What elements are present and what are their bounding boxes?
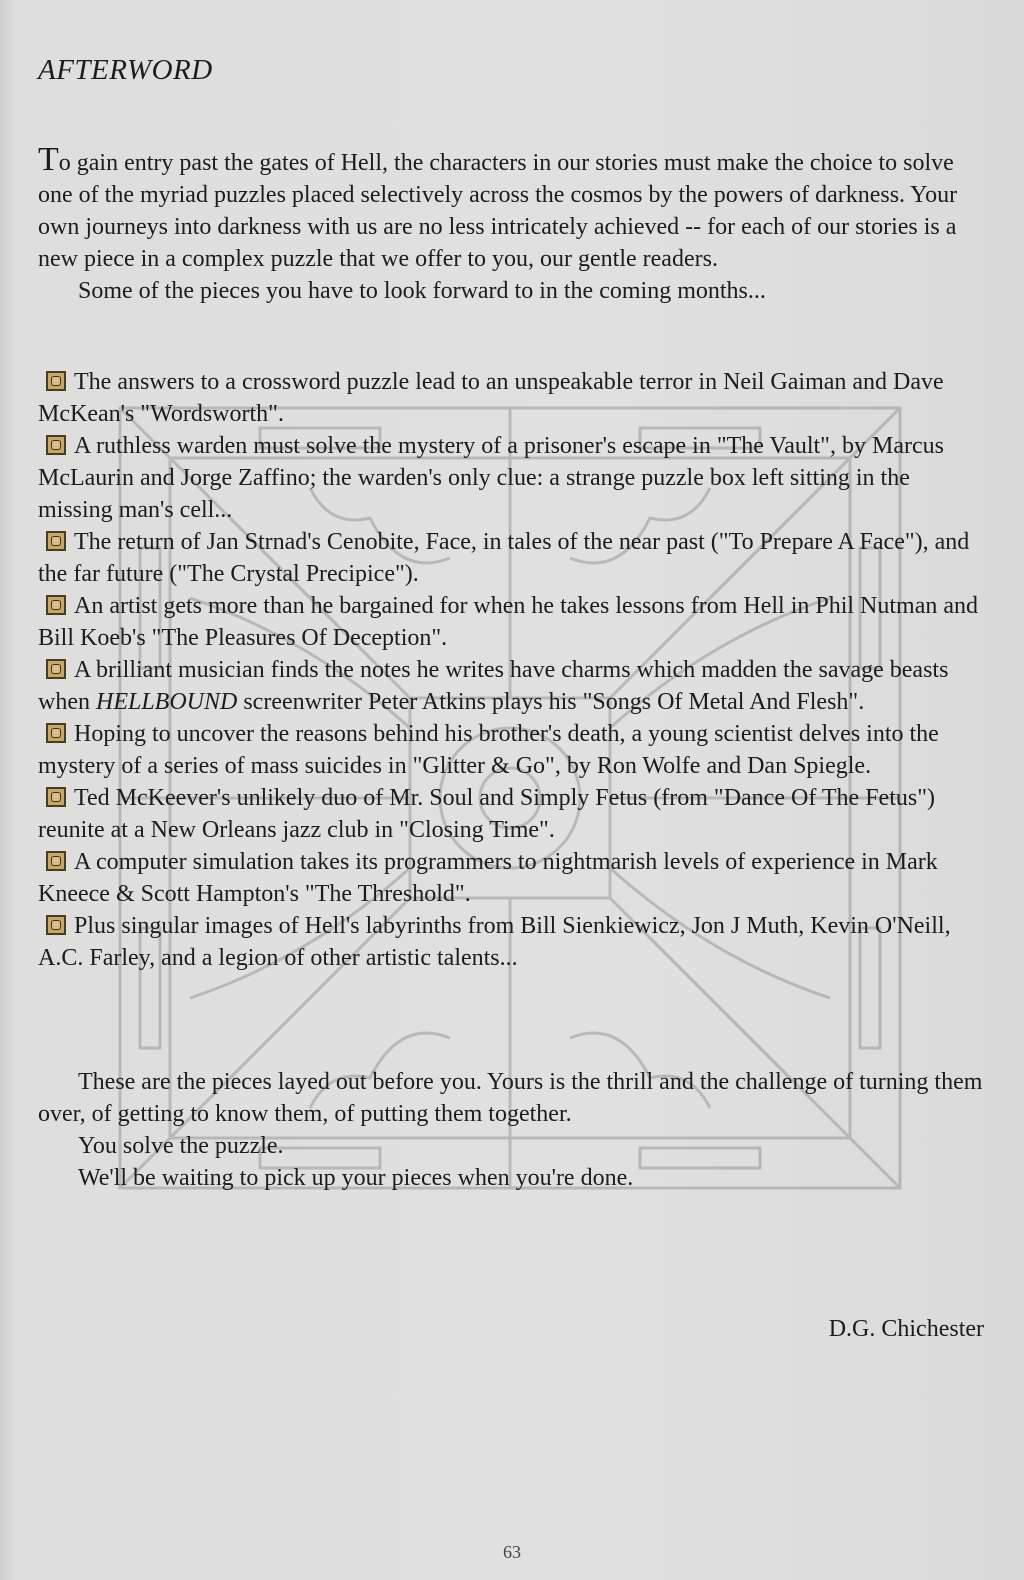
list-item-text: A ruthless warden must solve the mystery of a prisoner's escape in "The Vault", by Marcus McLaurin and Jorge Zaffino; the warden's only clue: a strange puzzle box left sitting in the missing man's cell... bbox=[38, 433, 944, 523]
puzzle-box-bullet-icon bbox=[46, 595, 66, 615]
intro-paragraph-1-text: o gain entry past the gates of Hell, the characters in our stories must make the choice to solve one of the myriad puzzles placed selectively across the cosmos by the powers of darkness. Your own journeys into darkness with us are no less intricately achieved -- for each of our stories is a new piece in a complex puzzle that we offer to you, our gentle readers. bbox=[38, 150, 958, 272]
list-item-text: The answers to a crossword puzzle lead to an unspeakable terror in Neil Gaiman and Dave McKean's "Wordsworth". bbox=[38, 369, 944, 427]
list-item bbox=[38, 846, 988, 910]
list-item-text-end: screenwriter Peter Atkins plays his "Songs Of Metal And Flesh". bbox=[237, 689, 865, 715]
puzzle-box-bullet-icon bbox=[46, 915, 66, 935]
list-item bbox=[38, 910, 988, 974]
author-signature: D.G. Chichester bbox=[828, 1316, 984, 1342]
list-item bbox=[38, 526, 988, 590]
closing-paragraph-1: These are the pieces layed out before you. Yours is the thrill and the challenge of turning them over, of getting to know them, of putting them together. bbox=[38, 1069, 983, 1127]
closing-paragraph-2: You solve the puzzle. bbox=[78, 1133, 284, 1159]
closing-paragraph-3: We'll be waiting to pick up your pieces when you're done. bbox=[78, 1165, 634, 1191]
list-item-emphasis: HELLBOUND bbox=[95, 689, 238, 715]
intro-text bbox=[38, 141, 988, 307]
puzzle-box-bullet-icon bbox=[46, 435, 66, 455]
list-item bbox=[38, 654, 988, 718]
list-item bbox=[38, 718, 988, 782]
list-item-text: A brilliant musician finds the notes he writes have charms which madden the savage beasts when bbox=[38, 657, 949, 715]
puzzle-box-bullet-icon bbox=[46, 851, 66, 871]
puzzle-box-bullet-icon bbox=[46, 723, 66, 743]
page-title: AFTERWORD bbox=[38, 54, 213, 86]
puzzle-box-bullet-icon bbox=[46, 531, 66, 551]
intro-paragraph-2: Some of the pieces you have to look forward to in the coming months... bbox=[78, 278, 766, 304]
intro-paragraph-1 bbox=[38, 141, 988, 275]
list-item bbox=[38, 782, 988, 846]
list-item-text: Hoping to uncover the reasons behind his brother's death, a young scientist delves into the mystery of a series of mass suicides in "Glitter & Go", by Ron Wolfe and Dan Spiegle. bbox=[38, 721, 939, 779]
page-number: 63 bbox=[503, 1542, 521, 1562]
drop-cap: T bbox=[38, 141, 59, 178]
closing-text bbox=[38, 1066, 988, 1194]
list-item-text: A computer simulation takes its programmers to nightmarish levels of experience in Mark Kneece & Scott Hampton's "The Threshold". bbox=[38, 849, 938, 907]
list-item-text: Ted McKeever's unlikely duo of Mr. Soul and Simply Fetus (from "Dance Of The Fetus") reunite at a New Orleans jazz club in "Closing Time". bbox=[38, 785, 935, 843]
puzzle-box-bullet-icon bbox=[46, 787, 66, 807]
puzzle-box-bullet-icon bbox=[46, 659, 66, 679]
preview-list bbox=[38, 366, 988, 974]
list-item bbox=[38, 366, 988, 430]
list-item-text: The return of Jan Strnad's Cenobite, Face, in tales of the near past ("To Prepare A Face"), and the far future ("The Crystal Precipice"). bbox=[38, 529, 970, 587]
puzzle-box-bullet-icon bbox=[46, 371, 66, 391]
list-item-text: An artist gets more than he bargained for when he takes lessons from Hell in Phil Nutman and Bill Koeb's "The Pleasures Of Deception". bbox=[38, 593, 979, 651]
list-item-text: Plus singular images of Hell's labyrinths from Bill Sienkiewicz, Jon J Muth, Kevin O'Neill, A.C. Farley, and a legion of other artistic talents... bbox=[38, 913, 951, 971]
list-item bbox=[38, 590, 988, 654]
list-item bbox=[38, 430, 988, 526]
